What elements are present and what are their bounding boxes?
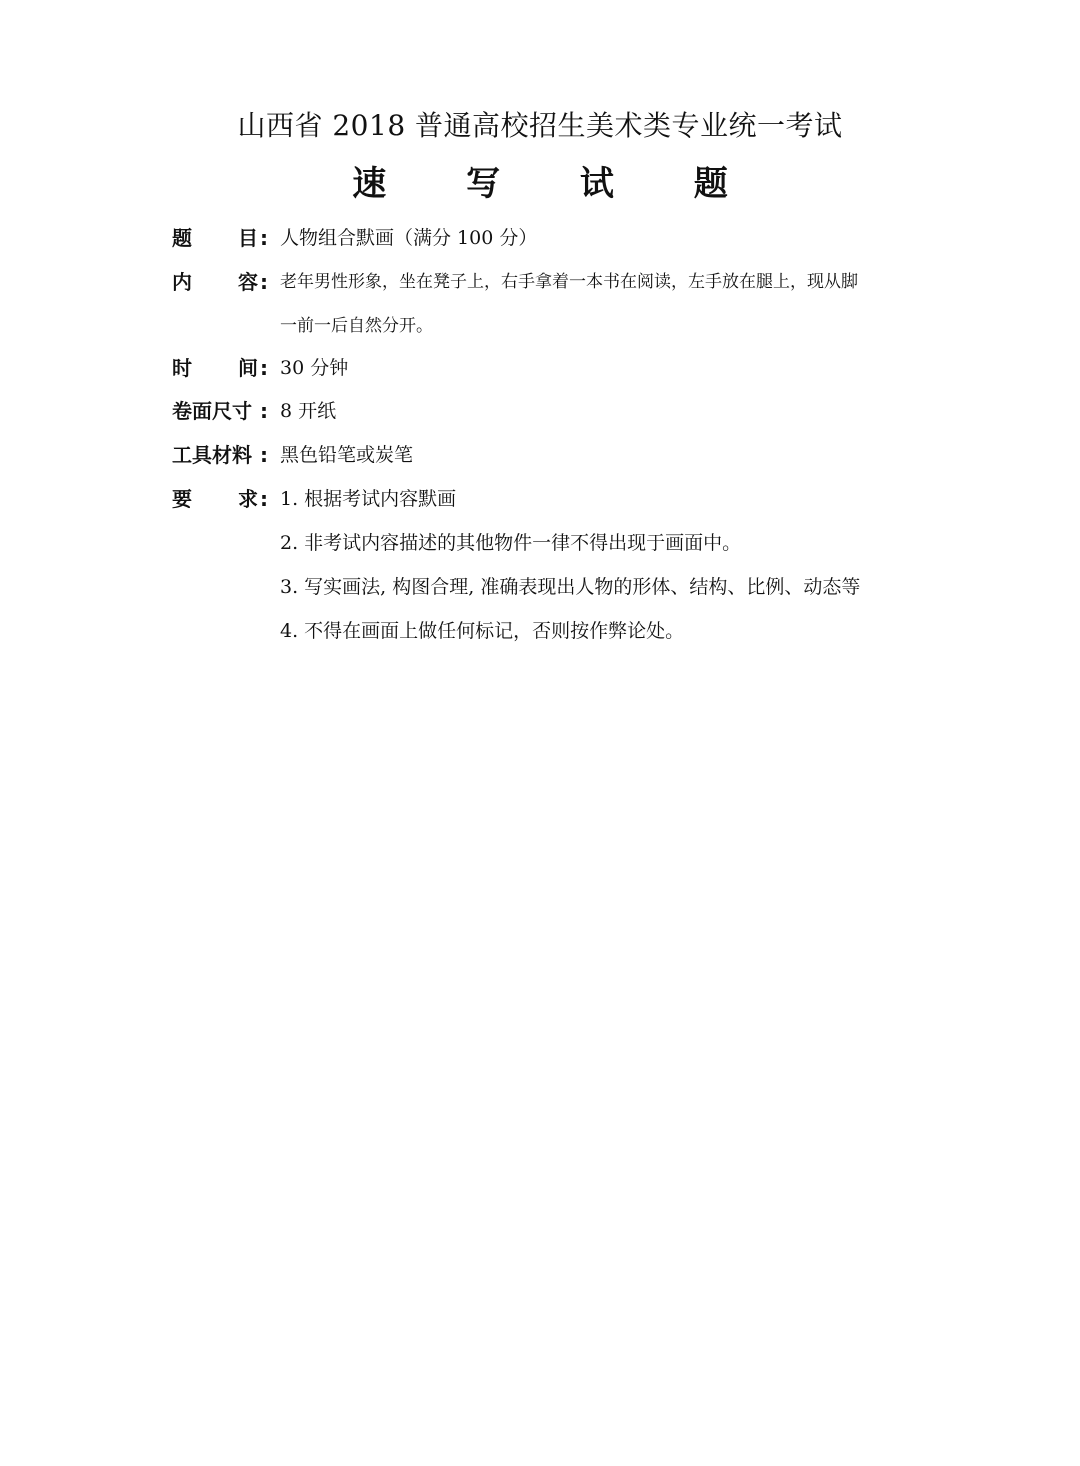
requirement-item-1: 1. 根据考试内容默画: [280, 488, 457, 510]
field-time-label-b: 间: [238, 356, 258, 380]
field-tools-label: [172, 441, 258, 469]
field-time-colon: :: [260, 356, 268, 380]
requirement-item-2: 2. 非考试内容描述的其他物件一律不得出现于画面中。: [280, 532, 742, 554]
field-requirements-label: [172, 485, 258, 513]
field-requirements-colon: :: [260, 487, 268, 511]
field-requirements-label-b: 求: [238, 487, 258, 511]
field-content-label: [172, 268, 258, 296]
field-topic-label-a: 题: [172, 226, 192, 250]
field-paper-colon: :: [260, 399, 268, 423]
field-topic-label: [172, 224, 258, 252]
field-time-label: [172, 354, 258, 382]
requirement-item-4: 4. 不得在画面上做任何标记，否则按作弊论处。: [280, 620, 685, 642]
field-content-line-2: 一前一后自然分开。: [280, 316, 433, 336]
field-time-value: 30 分钟: [280, 357, 349, 379]
field-content-label-b: 容: [238, 270, 258, 294]
field-content-colon: :: [260, 270, 268, 294]
exam-title: 山西省 2018 普通高校招生美术类专业统一考试: [237, 109, 843, 142]
field-tools-colon: :: [260, 443, 268, 467]
field-paper-label: [172, 397, 258, 425]
field-paper-label-text: 卷面尺寸: [172, 399, 252, 423]
field-requirements-label-a: 要: [172, 487, 192, 511]
requirement-item-3: 3. 写实画法, 构图合理, 准确表现出人物的形体、结构、比例、动态等: [280, 576, 861, 598]
exam-subtitle: 速 写 试 题: [352, 164, 762, 204]
field-topic-value: 人物组合默画（满分 100 分）: [280, 227, 538, 249]
field-tools-label-text: 工具材料: [172, 443, 252, 467]
field-topic-label-b: 目: [238, 226, 258, 250]
field-tools-value: 黑色铅笔或炭笔: [280, 444, 414, 466]
field-content-label-a: 内: [172, 270, 192, 294]
field-time-label-a: 时: [172, 356, 192, 380]
field-topic-colon: :: [260, 226, 268, 250]
field-content-line-1: 老年男性形象，坐在凳子上，右手拿着一本书在阅读，左手放在腿上，现从脚: [280, 272, 858, 292]
field-paper-value: 8 开纸: [280, 400, 337, 422]
